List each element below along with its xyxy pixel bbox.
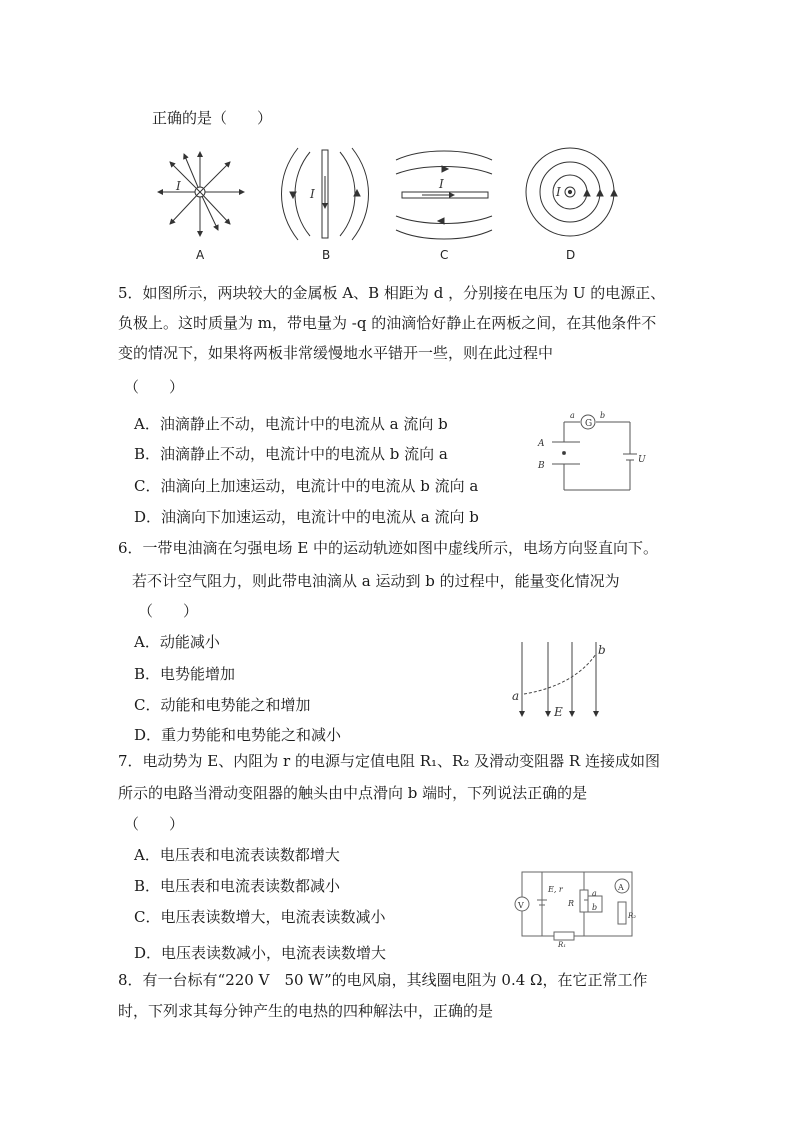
q6-option-d: D．重力势能和电势能之和减小: [134, 726, 342, 744]
q8-stem-line-2: 时，下列求其每分钟产生的电热的四种解法中，正确的是: [118, 1002, 494, 1020]
q7-option-a: A．电压表和电流表读数都增大: [134, 846, 340, 864]
q7-option-c: C．电压表读数增大，电流表读数减小: [134, 908, 386, 926]
q4-label-c: C: [440, 248, 449, 262]
q4d-current-label: I: [556, 185, 561, 199]
q4-figure-a: [148, 146, 252, 242]
q7-rheostat-circuit-figure: [512, 866, 640, 948]
q6-stem-line-2: 若不计空气阻力，则此带电油滴从 a 运动到 b 的过程中，能量变化情况为: [132, 572, 620, 590]
q4c-current-label: I: [439, 177, 444, 191]
q6-point-a-label: a: [512, 689, 520, 703]
q5-plate-a-label: A: [538, 439, 545, 449]
uniform-field-diagram: [508, 640, 608, 724]
q6-electric-field-figure: [508, 640, 608, 724]
q4-label-d: D: [566, 248, 576, 262]
q5-plate-b-label: B: [538, 461, 545, 471]
q6-option-c: C．动能和电势能之和增加: [134, 696, 311, 714]
concentric-field-diagram: [522, 146, 618, 242]
q4b-current-label: I: [310, 187, 315, 201]
q5-option-a: A．油滴静止不动，电流计中的电流从 a 流向 b: [134, 415, 448, 433]
q4-stem-tail: 正确的是（ ）: [152, 109, 273, 127]
q7-rheostat-label: R: [568, 899, 575, 908]
q6-field-label: E: [554, 705, 563, 719]
capacitor-circuit-diagram: [534, 412, 644, 496]
q4-figure-b: [280, 146, 370, 242]
q4-label-a: A: [196, 248, 205, 262]
q7-answer-bracket: （ ）: [124, 815, 185, 833]
q5-option-b: B．油滴静止不动，电流计中的电流从 b 流向 a: [134, 445, 448, 463]
q6-answer-bracket: （ ）: [138, 602, 199, 620]
q4-figure-d: [522, 146, 618, 242]
q7-option-b: B．电压表和电流表读数都减小: [134, 877, 341, 895]
q5-option-d: D．油滴向下加速运动，电流计中的电流从 a 流向 b: [134, 508, 479, 526]
q5-stem-line-3: 变的情况下，如果将两板非常缓慢地水平错开一些，则在此过程中: [118, 344, 554, 362]
q4a-current-label: I: [176, 179, 181, 193]
q7-ammeter-label: A: [618, 883, 624, 892]
q7-stem-line-2: 所示的电路当滑动变阻器的触头由中点滑向 b 端时，下列说法正确的是: [118, 784, 588, 802]
q4-label-b: B: [322, 248, 331, 262]
q6-point-b-label: b: [598, 643, 606, 657]
q5-node-b-label: b: [600, 411, 606, 420]
q6-option-b: B．电势能增加: [134, 665, 236, 683]
q7-source-label: E, r: [548, 885, 563, 894]
q7-node-b-label: b: [592, 903, 598, 912]
q8-stem-line-1: 8．有一台标有“220 V 50 W”的电风扇，其线圈电阻为 0.4 Ω，在它正常工作: [118, 971, 648, 989]
q4-figure-c: [392, 150, 496, 240]
q5-meter-label: G: [585, 419, 593, 429]
q7-option-d: D．电压表读数减小，电流表读数增大: [134, 944, 387, 962]
q5-option-c: C．油滴向上加速运动，电流计中的电流从 b 流向 a: [134, 477, 479, 495]
horizontal-wire-field-diagram: [392, 150, 496, 240]
rheostat-circuit-diagram: [512, 866, 640, 948]
q7-node-a-label: a: [592, 889, 597, 898]
q7-r1-label: R₁: [558, 941, 567, 949]
q7-voltmeter-label: V: [518, 901, 524, 910]
q6-stem-line-1: 6．一带电油滴在匀强电场 E 中的运动轨迹如图中虚线所示，电场方向竖直向下。: [118, 539, 659, 557]
q5-node-a-label: a: [570, 411, 575, 420]
q5-capacitor-circuit-figure: [534, 412, 644, 496]
q7-stem-line-1: 7．电动势为 E、内阻为 r 的电源与定值电阻 R₁、R₂ 及滑动变阻器 R 连接成如图: [118, 752, 660, 770]
q5-answer-bracket: （ ）: [124, 378, 185, 396]
radial-field-diagram: [148, 146, 252, 242]
q5-stem-line-1: 5．如图所示，两块较大的金属板 A、B 相距为 d ，分别接在电压为 U 的电源正、: [118, 284, 666, 302]
straight-wire-field-diagram: [280, 146, 370, 242]
q7-r2-label: R₂: [628, 912, 637, 920]
q5-source-label: U: [638, 455, 646, 465]
q6-option-a: A．动能减小: [134, 633, 220, 651]
q5-stem-line-2: 负极上。这时质量为 m，带电量为 -q 的油滴恰好静止在两板之间，在其他条件不: [118, 314, 657, 332]
